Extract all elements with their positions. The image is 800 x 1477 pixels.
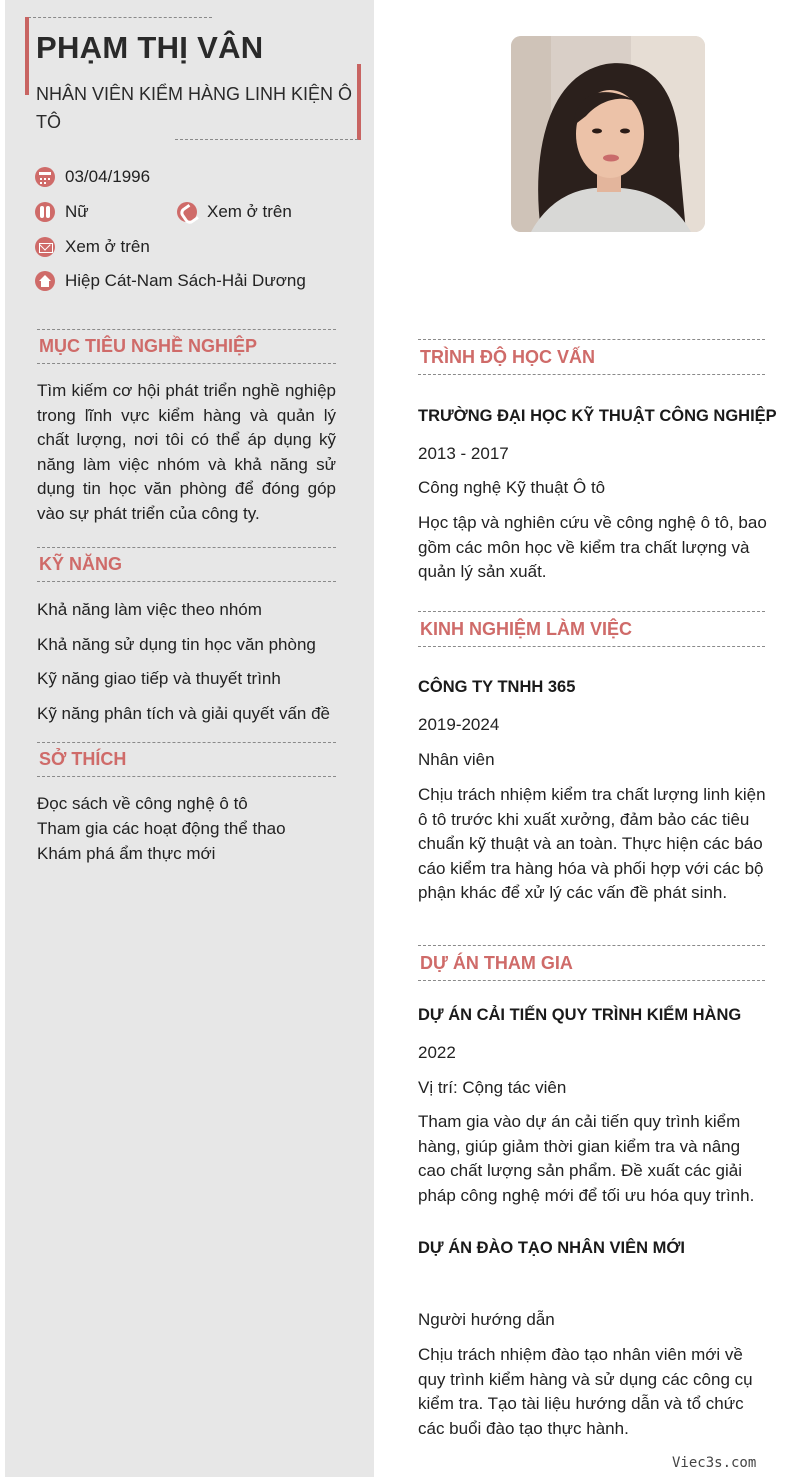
gender-value: Nữ xyxy=(65,202,89,221)
header-top-divider xyxy=(28,17,212,18)
project-name: DỰ ÁN ĐÀO TẠO NHÂN VIÊN MỚI xyxy=(418,1239,686,1257)
project-description: Tham gia vào dự án cải tiến quy trình kiểm hàng, giúp giảm thời gian kiểm tra và nâng cao chất lượng sản phẩm. Đề xuất các giải pháp công nghệ mới để tối ưu hóa quy trình. xyxy=(418,1112,755,1205)
education-heading: TRÌNH ĐỘ HỌC VẤN xyxy=(418,339,765,375)
hobby-item: Tham gia các hoạt động thể thao xyxy=(37,819,286,838)
objective-heading: MỤC TIÊU NGHỀ NGHIỆP xyxy=(37,329,336,364)
job-title: NHÂN VIÊN KIỂM HÀNG LINH KIỆN Ô TÔ xyxy=(36,84,353,132)
gender-icon xyxy=(35,202,55,222)
school-name: TRƯỜNG ĐẠI HỌC KỸ THUẬT CÔNG NGHIỆP xyxy=(418,407,777,425)
calendar-icon xyxy=(35,167,55,187)
address-value: Hiệp Cát-Nam Sách-Hải Dương xyxy=(65,271,306,290)
experience-position: Nhân viên xyxy=(418,750,495,769)
project-role: Vị trí: Cộng tác viên xyxy=(418,1078,567,1097)
project-year: 2022 xyxy=(418,1043,456,1062)
contact-birthdate xyxy=(35,167,150,187)
experience-heading: KINH NGHIỆM LÀM VIỆC xyxy=(418,611,765,647)
skills-heading: KỸ NĂNG xyxy=(37,547,336,582)
header-accent-bar-left xyxy=(25,17,29,95)
project-description: Chịu trách nhiệm đào tạo nhân viên mới về quy trình kiểm hàng và sử dụng các công cụ kiểm tra. Tạo tài liệu hướng dẫn và tổ chức các buổi đào tạo thực hành. xyxy=(418,1345,753,1438)
skill-item: Khả năng làm việc theo nhóm xyxy=(37,600,262,619)
project-name: DỰ ÁN CẢI TIẾN QUY TRÌNH KIỂM HÀNG xyxy=(418,1006,742,1024)
project-role: Người hướng dẫn xyxy=(418,1310,555,1329)
contact-phone xyxy=(177,202,292,222)
profile-photo xyxy=(511,36,705,232)
candidate-name: PHẠM THỊ VÂN xyxy=(36,30,264,65)
email-value: Xem ở trên xyxy=(65,237,150,256)
education-years: 2013 - 2017 xyxy=(418,444,509,463)
header-bottom-divider xyxy=(175,139,358,140)
experience-years: 2019-2024 xyxy=(418,715,500,734)
contact-email xyxy=(35,237,150,257)
skill-item: Kỹ năng giao tiếp và thuyết trình xyxy=(37,669,281,688)
skill-item: Kỹ năng phân tích và giải quyết vấn đề xyxy=(37,704,330,723)
watermark: Viec3s.com xyxy=(672,1455,757,1471)
mail-icon xyxy=(35,237,55,257)
education-major: Công nghệ Kỹ thuật Ô tô xyxy=(418,478,606,497)
contact-gender xyxy=(35,202,89,222)
objective-text: Tìm kiếm cơ hội phát triển nghề nghiệp trong lĩnh vực kiểm hàng và quản lý chất lượng, nơi tôi có thể áp dụng kỹ năng làm việc nhóm và khả năng sử dụng tin học văn phòng để đóng góp vào sự phát triển của công ty. xyxy=(37,381,336,523)
education-description: Học tập và nghiên cứu về công nghệ ô tô, bao gồm các môn học về kiểm tra chất lượng và quản lý sản xuất. xyxy=(418,513,767,581)
header-accent-bar-right xyxy=(357,64,361,140)
contact-address xyxy=(35,271,306,291)
skill-item: Khả năng sử dụng tin học văn phòng xyxy=(37,635,316,654)
hobby-item: Khám phá ẩm thực mới xyxy=(37,844,216,863)
birthdate-value: 03/04/1996 xyxy=(65,167,151,186)
hobbies-heading: SỞ THÍCH xyxy=(37,742,336,777)
phone-icon xyxy=(177,202,197,222)
experience-description: Chịu trách nhiệm kiểm tra chất lượng linh kiện ô tô trước khi xuất xưởng, đảm bảo các tiêu chuẩn kỹ thuật và an toàn. Thực hiện các báo cáo kiểm tra hàng hóa và phối hợp với các bộ phận khác để xử lý các vấn đề phát sinh. xyxy=(418,785,766,902)
phone-value: Xem ở trên xyxy=(207,202,292,221)
company-name: CÔNG TY TNHH 365 xyxy=(418,678,576,696)
hobby-item: Đọc sách về công nghệ ô tô xyxy=(37,794,248,813)
projects-heading: DỰ ÁN THAM GIA xyxy=(418,945,765,981)
home-icon xyxy=(35,271,55,291)
